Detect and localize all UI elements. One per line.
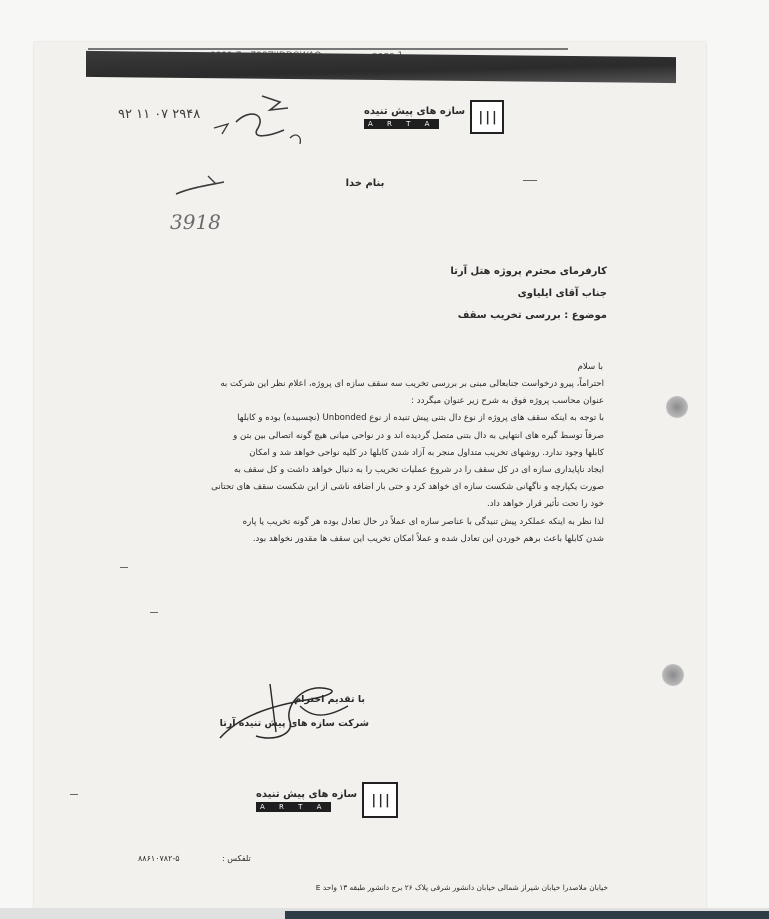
company-stamp <box>256 782 398 818</box>
basmala: بنام خدا <box>345 178 385 189</box>
fax-header-line <box>88 48 568 50</box>
handwritten-scribbles <box>170 88 340 208</box>
signature-scribble <box>210 676 360 756</box>
body-line: لذا نظر به اینکه عملکرد پیش تنیدگی با عناصر سازه ای عملاً در حال تعادل بوده هر گونه تخریب یا پاره <box>242 516 604 527</box>
body-line: صورت یکپارچه و ناگهانی شکست سازه ای خواهد کرد و حتی بار اضافه ناشی از این شکست سقف های تحتانی <box>211 482 604 493</box>
letter-body <box>150 376 604 548</box>
body-line: با توجه به اینکه سقف های پروژه از نوع دال بتنی پیش تنیده از نوع Unbonded (نچسبیده) بوده و کابلها <box>237 413 604 424</box>
stamp-mark-icon: ||| <box>362 782 398 818</box>
greeting: با سلام <box>577 362 603 372</box>
dash-mark <box>150 612 158 613</box>
body-line: کابلها وجود ندارد. روشهای تخریب متداول منجر به آزاد شدن کابلها در کلیه نواحی خواهد شد و امکان <box>249 447 604 458</box>
dash-mark <box>120 567 128 568</box>
footer-address: خیابان ملاصدرا خیابان شیراز شمالی خیابان دانشور شرقی پلاک ۲۶ برج دانشور طبقه ۱۳ واحد E <box>315 883 608 892</box>
closing: با تقدیم احترام <box>294 694 365 705</box>
company-logo-top <box>364 100 504 134</box>
logo-mark-icon: ||| <box>470 100 504 134</box>
handwritten-date: ۹۲ ۱۱ ۰۷ ۲۹۴۸ <box>118 107 201 122</box>
body-line: شدن کابلها باعث برهم خوردن این تعادل شده و عملاً امکان تخریب این سقف ها مقدور نخواهد بود. <box>252 533 604 544</box>
dash-mark <box>523 180 537 181</box>
handwritten-reference: 3918 <box>170 210 221 234</box>
body-line: عنوان محاسب پروژه فوق به شرح زیر عنوان میگردد : <box>411 396 604 407</box>
body-line: صرفاً توسط گیره های انتهایی به دال بتنی متصل گردیده اند و در نواحی میانی هیچ گونه اتصالی بین بتن و <box>233 430 604 441</box>
signature-company: شرکت سازه های پیش تنیده آرتا <box>219 718 369 729</box>
letter-subject: موضوع : بررسی تخریب سقف <box>457 310 607 321</box>
body-line: ایجاد ناپایداری سازه ای در کل سقف را در شروع عملیات تخریب را به دنبال خواهد داشت و کل سقف به <box>233 465 604 476</box>
stamp-brand: A R T A <box>256 802 331 812</box>
logo-brand: A R T A <box>364 119 439 129</box>
fax-label: تلفکس : <box>222 854 251 863</box>
stamp-company-name: سازه های پیش تنیده <box>256 788 358 800</box>
dash-mark <box>70 794 78 795</box>
body-line: احتراماً، پیرو درخواست جنابعالی مبنی بر بررسی تخریب سه سقف سازه ای پروژه، اعلام نظر این شرکت به <box>220 379 604 389</box>
viewer-bottom-bar <box>0 908 769 919</box>
recipient-name: جناب آقای ایلیاوی <box>517 288 607 299</box>
fax-value: ۸۸۶۱۰۷۸۲-۵ <box>138 854 180 863</box>
viewer-scrollbar[interactable] <box>285 911 769 919</box>
recipient-title: کارفرمای محترم پروژه هتل آرتا <box>450 266 607 277</box>
logo-company-name: سازه های پیش تنیده <box>364 105 466 117</box>
body-line: خود را تحت تأثیر قرار خواهد داد. <box>487 499 604 510</box>
punch-hole <box>662 664 684 686</box>
punch-hole <box>666 396 688 418</box>
